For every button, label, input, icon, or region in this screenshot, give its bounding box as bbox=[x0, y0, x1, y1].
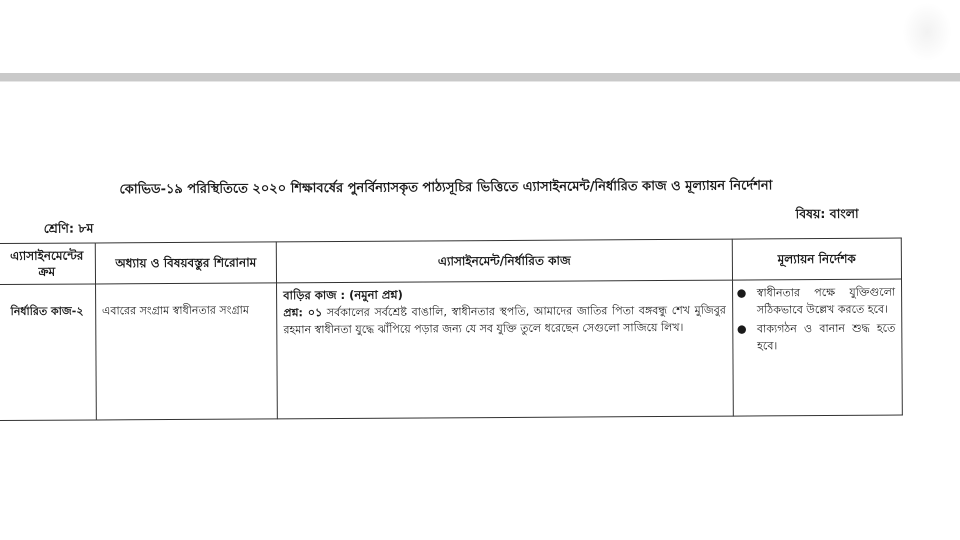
criteria-text: স্বাধীনতার পক্ষে যুক্তিগুলো সঠিকভাবে উল্লেখ করতে হবে। bbox=[756, 285, 896, 317]
assignment-table bbox=[0, 238, 903, 422]
table-row bbox=[0, 279, 902, 421]
header-chapter-title: অধ্যায় ও বিষয়বস্তুর শিরোনাম bbox=[95, 242, 277, 284]
task-heading: বাড়ির কাজ : (নমুনা প্রশ্ন) bbox=[283, 287, 403, 303]
scanned-document bbox=[0, 147, 960, 423]
bullet-icon: ● bbox=[736, 322, 747, 336]
top-blank-area bbox=[0, 0, 960, 72]
table-header-row bbox=[0, 238, 902, 285]
separator-line bbox=[0, 81, 960, 82]
header-evaluation-criteria: মূল্যায়ন নির্দেশক bbox=[732, 238, 902, 280]
assignment-code: নির্ধারিত কাজ-২ bbox=[0, 284, 96, 421]
chapter-title: এবারের সংগ্রাম স্বাধীনতার সংগ্রাম bbox=[95, 283, 277, 420]
question-block bbox=[283, 302, 726, 339]
criteria-item bbox=[737, 320, 896, 355]
evaluation-criteria bbox=[732, 279, 902, 416]
subject-label: বিষয়: বাংলা bbox=[795, 205, 859, 222]
header-assignment-order: এ্যাসাইনমেন্টের ক্রম bbox=[0, 243, 95, 285]
assignment-task bbox=[277, 280, 733, 419]
header-assignment-task: এ্যাসাইনমেন্ট/নির্ধারিত কাজ bbox=[276, 239, 732, 283]
question-text: সর্বকালের সর্বশ্রেষ্ট বাঙালি, স্বাধীনতার স্থপতি, আমাদের জাতির পিতা বঙ্গবন্ধু শেখ মুজিবুর রহমান স্বাধীনতা যুদ্ধে ঝাঁপিয়ে পড়ার জন্য যে সব যুক্তি তুলে ধরেছেন সেগুলো সাজিয়ে লিখ। bbox=[283, 303, 726, 337]
criteria-item bbox=[737, 284, 896, 319]
bullet-icon: ● bbox=[736, 286, 747, 300]
question-label: প্রশ্ন: ০১ bbox=[283, 306, 323, 320]
document-title: কোভিড-১৯ পরিস্থিতিতে ২০২০ শিক্ষাবর্ষের পুনর্বিন্যাসকৃত পাঠ্যসূচির ভিত্তিতে এ্যাসাইনমেন্ট/নির্ধারিত কাজ ও মূল্যায়ন নির্দেশনা bbox=[119, 178, 773, 198]
separator-bar bbox=[0, 73, 960, 81]
scan-smudge bbox=[902, 2, 952, 62]
criteria-text: বাক্যগঠন ও বানান শুদ্ধ হতে হবে। bbox=[756, 321, 896, 353]
class-label: শ্রেণি: ৮ম bbox=[43, 220, 94, 236]
